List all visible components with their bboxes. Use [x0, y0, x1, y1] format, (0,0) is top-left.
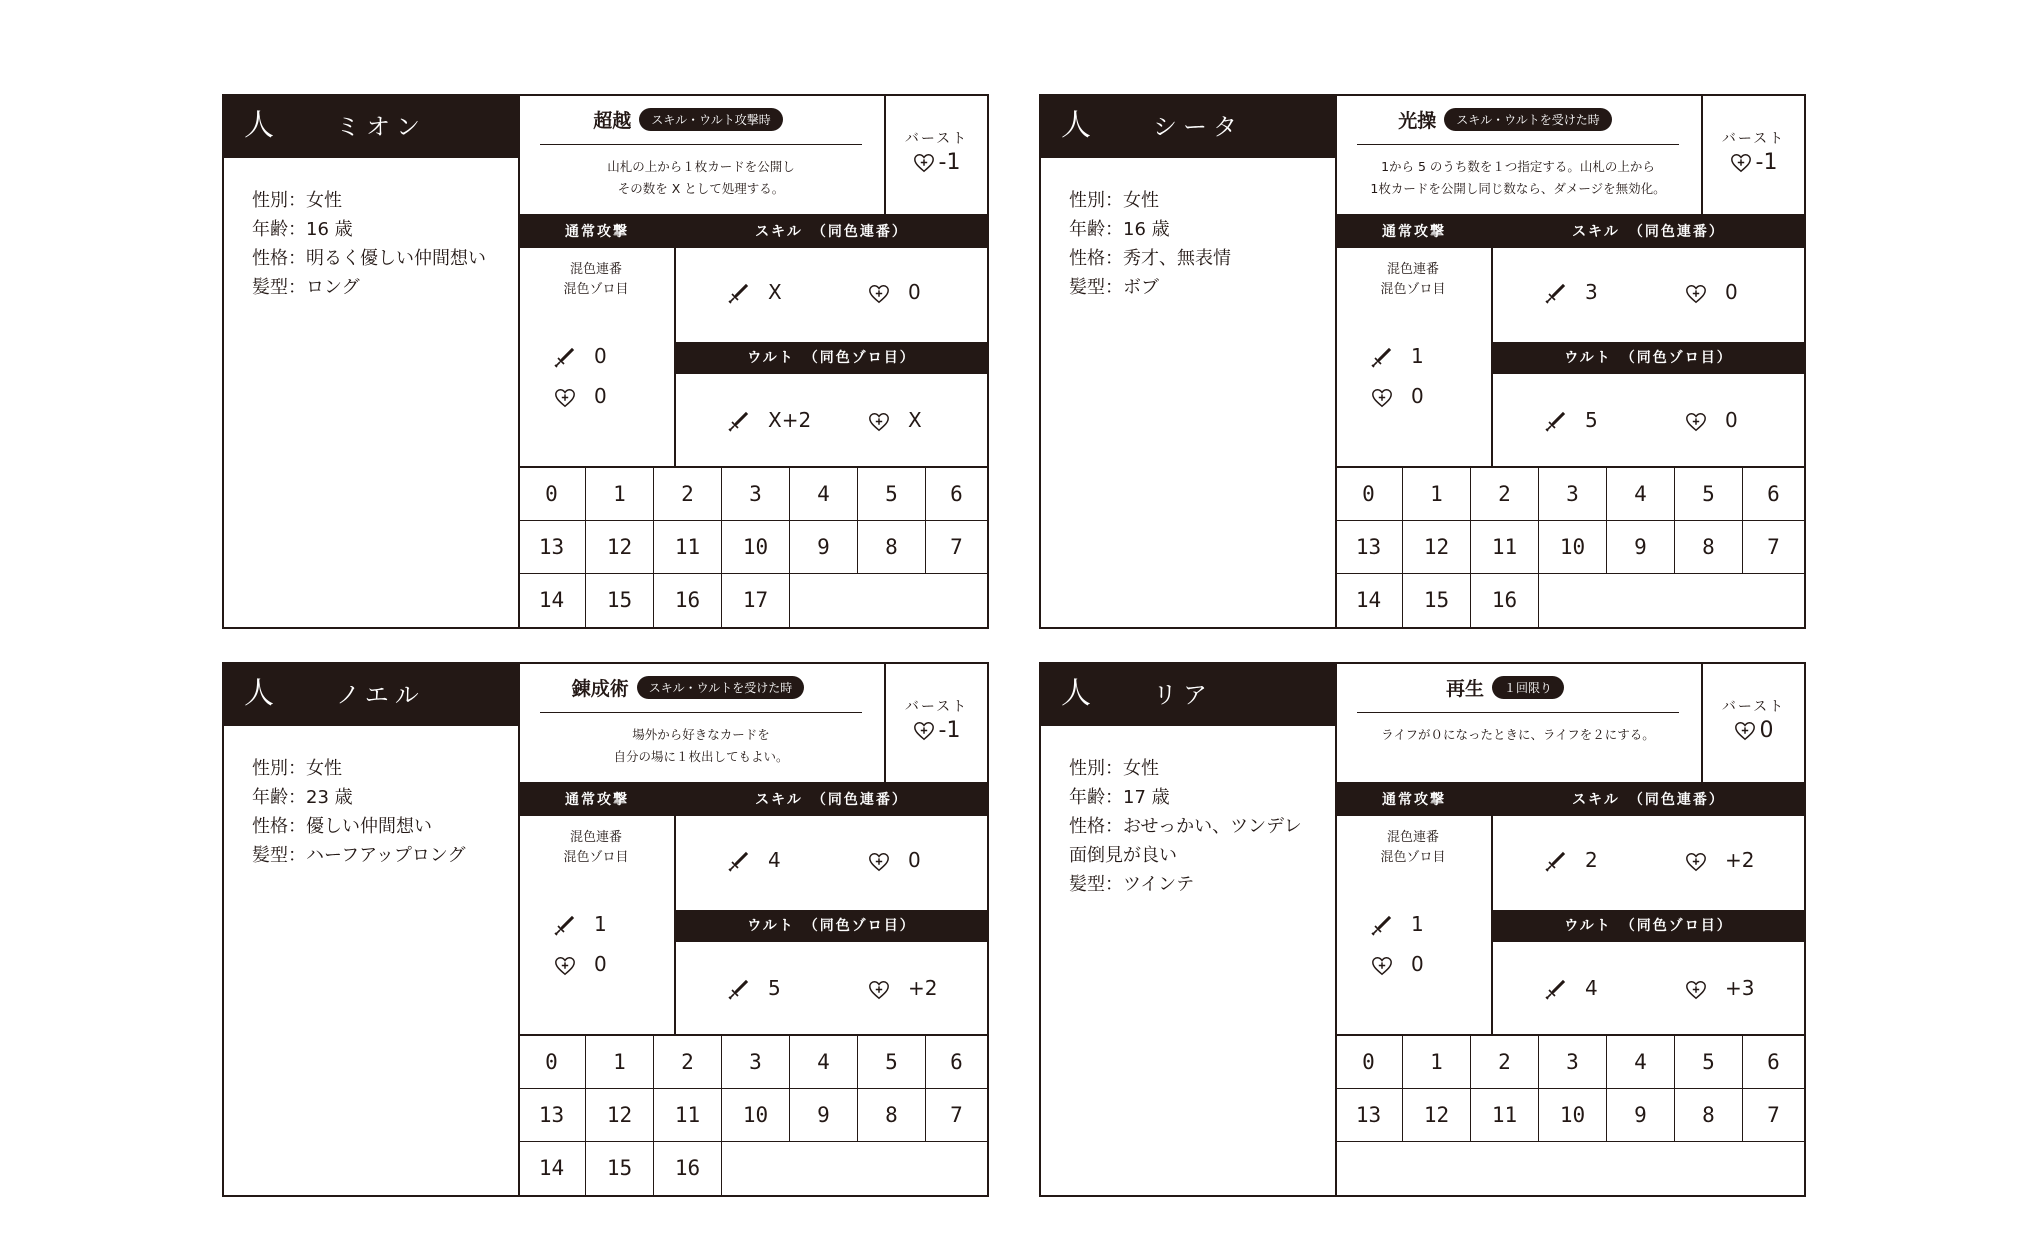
ability-name: 再生 — [1445, 678, 1484, 700]
normal-attack-condition: 混色連番 混色ゾロ目 — [1380, 830, 1446, 865]
burst-label: バースト — [1721, 131, 1786, 147]
burst-box — [1703, 664, 1804, 784]
burst-box — [886, 96, 987, 216]
track-cell: 7 — [1743, 1089, 1804, 1142]
divider — [540, 144, 862, 145]
track-cell: 5 — [858, 468, 926, 521]
ult-header: ウルト （同色ゾロ目） — [676, 910, 987, 942]
ult-heal-value: +2 — [868, 976, 937, 1001]
profile-text — [1069, 754, 1331, 899]
profile-line: 髪型：ツインテ — [1069, 874, 1195, 895]
track-cell: 8 — [858, 521, 926, 574]
ability-description-line: 自分の場に１枚出してもよい。 — [613, 749, 789, 764]
person-icon: 人 — [244, 676, 274, 711]
name-bar — [224, 664, 518, 726]
track-cell: 4 — [1607, 1036, 1675, 1089]
track-cell: 13 — [518, 521, 586, 574]
name-bar — [1041, 96, 1335, 158]
ability-description — [1351, 156, 1685, 200]
ult-attack-value: X+2 — [726, 408, 811, 434]
ability-timing-badge: スキル・ウルトを受けた時 — [637, 676, 805, 699]
normal-attack-value: 1 — [1369, 344, 1424, 370]
ability-description — [1351, 724, 1685, 746]
skill-box — [1493, 248, 1804, 342]
ability-description — [534, 156, 868, 200]
sword-icon — [552, 912, 594, 936]
track-cell: 14 — [518, 574, 586, 627]
skill-attack-value: 2 — [1543, 848, 1598, 874]
profile-line: 性別：女性 — [1069, 190, 1159, 211]
normal-heal-value: 0 — [554, 384, 607, 409]
profile-panel — [1041, 664, 1337, 1195]
track-cell: 8 — [858, 1089, 926, 1142]
skill-attack-value: 3 — [1543, 280, 1598, 306]
ability-description — [534, 724, 868, 768]
track-cell: 3 — [1539, 468, 1607, 521]
sword-icon — [726, 280, 768, 304]
ability-name: 光操 — [1398, 110, 1437, 132]
skill-header: スキル （同色連番） — [676, 216, 987, 248]
heart-plus-icon — [1685, 848, 1725, 872]
track-cell: 10 — [1539, 1089, 1607, 1142]
normal-heal-value: 0 — [1371, 952, 1424, 977]
heart-plus-icon — [1730, 150, 1756, 175]
skill-attack-value: 4 — [726, 848, 781, 874]
ult-box — [1493, 942, 1804, 1034]
profile-text — [252, 186, 514, 302]
track-cell: 8 — [1675, 1089, 1743, 1142]
sword-icon — [1543, 976, 1585, 1000]
burst-label: バースト — [1721, 699, 1786, 715]
ability-box — [1335, 664, 1703, 784]
profile-line: 性格：秀才、無表情 — [1069, 248, 1231, 269]
number-track — [1335, 466, 1804, 627]
burst-value: -1 — [1703, 150, 1804, 175]
normal-attack-box — [518, 248, 676, 466]
heart-plus-icon — [1685, 408, 1725, 432]
heart-plus-icon — [1371, 384, 1411, 408]
track-cell: 10 — [1539, 521, 1607, 574]
heart-plus-icon — [868, 976, 908, 1000]
track-cell: 6 — [926, 1036, 987, 1089]
profile-line: 髪型：ハーフアップロング — [252, 845, 466, 866]
sword-icon — [1369, 912, 1411, 936]
character-name: シータ — [1153, 113, 1243, 141]
burst-value: -1 — [886, 150, 987, 175]
name-bar — [1041, 664, 1335, 726]
person-icon: 人 — [1061, 676, 1091, 711]
ability-description-line: 山札の上から１枚カードを公開し — [607, 159, 795, 174]
track-cell: 11 — [1471, 1089, 1539, 1142]
profile-line: 性別：女性 — [1069, 758, 1159, 779]
track-cell: 16 — [1471, 574, 1539, 627]
profile-line: 性格：優しい仲間想い — [252, 816, 432, 837]
sword-icon — [726, 848, 768, 872]
normal-heal-value: 0 — [554, 952, 607, 977]
divider — [540, 712, 862, 713]
character-name: リア — [1153, 681, 1213, 709]
character-card — [1039, 662, 1806, 1197]
profile-line: 年齢：17 歳 — [1069, 787, 1170, 808]
normal-attack-header: 通常攻撃 — [1335, 784, 1493, 816]
ability-description-line: その数を X として処理する。 — [617, 181, 785, 196]
track-cell: 15 — [586, 1142, 654, 1195]
profile-line: 性格：おせっかい、ツンデレ — [1069, 816, 1302, 837]
track-cell: 10 — [722, 521, 790, 574]
ability-timing-badge: １回限り — [1492, 676, 1564, 699]
track-cell: 6 — [926, 468, 987, 521]
number-track — [518, 466, 987, 627]
track-cell: 8 — [1675, 521, 1743, 574]
skill-heal-value: 0 — [868, 848, 921, 873]
skill-header: スキル （同色連番） — [1493, 216, 1804, 248]
ult-heal-value: X — [868, 408, 922, 433]
ult-heal-value: +3 — [1685, 976, 1754, 1001]
track-cell: 14 — [1335, 574, 1403, 627]
burst-box — [1703, 96, 1804, 216]
track-cell: 17 — [722, 574, 790, 627]
character-card — [1039, 94, 1806, 629]
track-cell: 2 — [1471, 468, 1539, 521]
heart-plus-icon — [1685, 280, 1725, 304]
normal-attack-box — [1335, 816, 1493, 1034]
profile-line: 髪型：ボブ — [1069, 277, 1159, 298]
ult-attack-value: 4 — [1543, 976, 1598, 1002]
sword-icon — [726, 408, 768, 432]
track-cell: 1 — [586, 1036, 654, 1089]
skill-box — [676, 816, 987, 910]
character-card — [222, 94, 989, 629]
character-name: ミオン — [336, 113, 426, 141]
skill-heal-value: 0 — [868, 280, 921, 305]
ult-heal-value: 0 — [1685, 408, 1738, 433]
track-cell: 0 — [518, 1036, 586, 1089]
heart-plus-icon — [868, 408, 908, 432]
skill-box — [676, 248, 987, 342]
ult-box — [1493, 374, 1804, 466]
burst-label: バースト — [904, 699, 969, 715]
normal-attack-value: 0 — [552, 344, 607, 370]
heart-plus-icon — [1734, 718, 1760, 743]
profile-panel — [1041, 96, 1337, 627]
skill-attack-value: X — [726, 280, 782, 306]
ability-description-line: 1枚カードを公開し同じ数なら、ダメージを無効化。 — [1370, 181, 1666, 196]
track-cell: 13 — [1335, 521, 1403, 574]
ult-attack-value: 5 — [726, 976, 781, 1002]
burst-value: -1 — [886, 718, 987, 743]
track-cell: 5 — [858, 1036, 926, 1089]
track-cell: 16 — [654, 1142, 722, 1195]
normal-attack-value: 1 — [552, 912, 607, 938]
profile-line: 年齢：16 歳 — [252, 219, 353, 240]
heart-plus-icon — [868, 848, 908, 872]
track-cell: 1 — [1403, 1036, 1471, 1089]
sword-icon — [1543, 408, 1585, 432]
track-cell: 4 — [1607, 468, 1675, 521]
divider — [1357, 712, 1679, 713]
track-cell: 15 — [1403, 574, 1471, 627]
track-cell: 14 — [518, 1142, 586, 1195]
heart-plus-icon — [554, 384, 594, 408]
ability-timing-badge: スキル・ウルト攻撃時 — [639, 108, 783, 131]
normal-attack-condition: 混色連番 混色ゾロ目 — [563, 262, 629, 297]
sword-icon — [1369, 344, 1411, 368]
divider — [1357, 144, 1679, 145]
character-card — [222, 662, 989, 1197]
normal-attack-header: 通常攻撃 — [518, 216, 676, 248]
track-cell: 7 — [926, 521, 987, 574]
profile-panel — [224, 96, 520, 627]
ult-box — [676, 374, 987, 466]
normal-attack-header: 通常攻撃 — [1335, 216, 1493, 248]
track-cell: 6 — [1743, 1036, 1804, 1089]
ult-box — [676, 942, 987, 1034]
track-cell: 11 — [654, 1089, 722, 1142]
track-cell: 2 — [1471, 1036, 1539, 1089]
ult-header: ウルト （同色ゾロ目） — [676, 342, 987, 374]
track-cell: 12 — [1403, 521, 1471, 574]
profile-line: 性別：女性 — [252, 758, 342, 779]
character-name: ノエル — [336, 681, 425, 709]
track-cell: 15 — [586, 574, 654, 627]
heart-plus-icon — [913, 718, 939, 743]
track-cell: 12 — [586, 521, 654, 574]
track-cell: 13 — [518, 1089, 586, 1142]
track-cell: 16 — [654, 574, 722, 627]
heart-plus-icon — [868, 280, 908, 304]
profile-line: 年齢：23 歳 — [252, 787, 353, 808]
track-cell: 11 — [654, 521, 722, 574]
track-cell: 4 — [790, 468, 858, 521]
sword-icon — [1543, 848, 1585, 872]
burst-box — [886, 664, 987, 784]
track-cell: 12 — [586, 1089, 654, 1142]
number-track — [518, 1034, 987, 1195]
profile-text — [1069, 186, 1331, 302]
track-cell: 11 — [1471, 521, 1539, 574]
track-cell: 9 — [790, 521, 858, 574]
profile-line: 性別：女性 — [252, 190, 342, 211]
person-icon: 人 — [244, 108, 274, 143]
skill-heal-value: 0 — [1685, 280, 1738, 305]
sword-icon — [726, 976, 768, 1000]
ability-name: 超越 — [593, 110, 632, 132]
track-cell: 9 — [1607, 521, 1675, 574]
track-cell: 10 — [722, 1089, 790, 1142]
skill-header: スキル （同色連番） — [676, 784, 987, 816]
track-cell: 5 — [1675, 1036, 1743, 1089]
track-cell: 4 — [790, 1036, 858, 1089]
ult-attack-value: 5 — [1543, 408, 1598, 434]
track-cell: 1 — [1403, 468, 1471, 521]
track-cell: 12 — [1403, 1089, 1471, 1142]
profile-line: 髪型：ロング — [252, 277, 360, 298]
track-cell: 9 — [790, 1089, 858, 1142]
heart-plus-icon — [913, 150, 939, 175]
track-cell: 0 — [1335, 468, 1403, 521]
number-track — [1335, 1034, 1804, 1195]
ability-name: 錬成術 — [571, 678, 629, 700]
track-cell: 2 — [654, 468, 722, 521]
ability-description-line: 場外から好きなカードを — [632, 727, 770, 742]
track-cell: 2 — [654, 1036, 722, 1089]
ability-box — [518, 96, 886, 216]
profile-text — [252, 754, 514, 870]
heart-plus-icon — [554, 952, 594, 976]
ability-description-line: 1から 5 のうち数を１つ指定する。山札の上から — [1381, 159, 1655, 174]
normal-attack-condition: 混色連番 混色ゾロ目 — [563, 830, 629, 865]
normal-attack-value: 1 — [1369, 912, 1424, 938]
heart-plus-icon — [1685, 976, 1725, 1000]
heart-plus-icon — [1371, 952, 1411, 976]
profile-line: 性格：明るく優しい仲間想い — [252, 248, 486, 269]
track-cell: 5 — [1675, 468, 1743, 521]
track-cell: 7 — [926, 1089, 987, 1142]
profile-line: 面倒見が良い — [1069, 845, 1177, 866]
track-cell: 6 — [1743, 468, 1804, 521]
track-cell: 13 — [1335, 1089, 1403, 1142]
person-icon: 人 — [1061, 108, 1091, 143]
normal-attack-condition: 混色連番 混色ゾロ目 — [1380, 262, 1446, 297]
skill-heal-value: +2 — [1685, 848, 1754, 873]
name-bar — [224, 96, 518, 158]
ability-box — [1335, 96, 1703, 216]
ability-timing-badge: スキル・ウルトを受けた時 — [1444, 108, 1612, 131]
ability-box — [518, 664, 886, 784]
burst-value: 0 — [1703, 718, 1804, 743]
track-cell: 0 — [1335, 1036, 1403, 1089]
skill-header: スキル （同色連番） — [1493, 784, 1804, 816]
burst-label: バースト — [904, 131, 969, 147]
normal-attack-box — [518, 816, 676, 1034]
track-cell: 1 — [586, 468, 654, 521]
track-cell: 3 — [722, 468, 790, 521]
profile-line: 年齢：16 歳 — [1069, 219, 1170, 240]
track-cell: 3 — [722, 1036, 790, 1089]
track-cell: 7 — [1743, 521, 1804, 574]
track-cell: 3 — [1539, 1036, 1607, 1089]
track-cell: 0 — [518, 468, 586, 521]
ult-header: ウルト （同色ゾロ目） — [1493, 342, 1804, 374]
normal-attack-box — [1335, 248, 1493, 466]
profile-panel — [224, 664, 520, 1195]
normal-attack-header: 通常攻撃 — [518, 784, 676, 816]
normal-heal-value: 0 — [1371, 384, 1424, 409]
ability-description-line: ライフが０になったときに、ライフを２にする。 — [1381, 727, 1655, 742]
track-cell: 9 — [1607, 1089, 1675, 1142]
sword-icon — [1543, 280, 1585, 304]
skill-box — [1493, 816, 1804, 910]
ult-header: ウルト （同色ゾロ目） — [1493, 910, 1804, 942]
sword-icon — [552, 344, 594, 368]
